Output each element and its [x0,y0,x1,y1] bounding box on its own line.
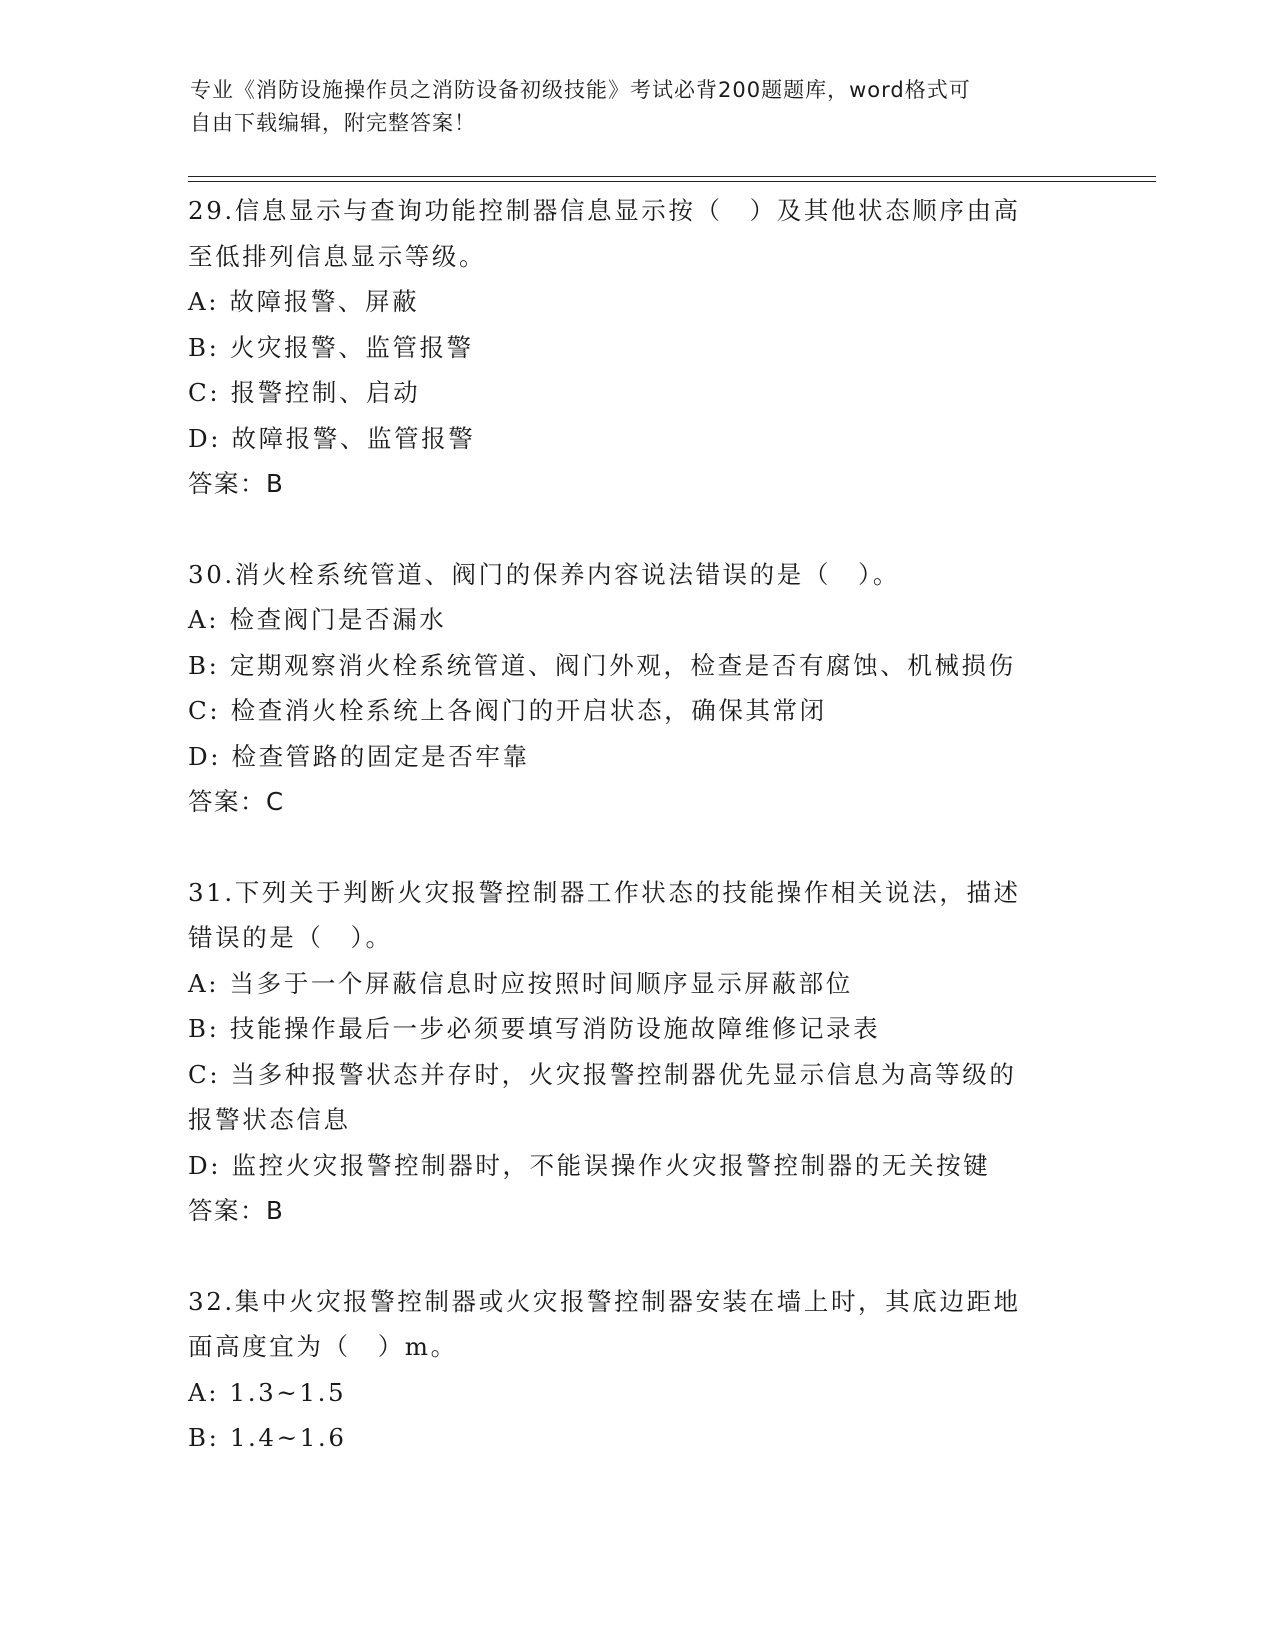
question-option: D: 故障报警、监管报警 [188,423,476,453]
question-stem: 30.消火栓系统管道、阀门的保养内容说法错误的是（ ）。 [188,559,901,589]
header-line-1: 专业《消防设施操作员之消防设备初级技能》考试必背200题题库，word格式可 [190,78,971,102]
question-option: A: 当多于一个屏蔽信息时应按照时间顺序显示屏蔽部位 [188,968,853,998]
question-option: A: 1.3~1.5 [188,1377,347,1407]
question-option: C: 检查消火栓系统上各阀门的开启状态，确保其常闭 [188,696,827,725]
question-item [188,870,1088,1234]
question-item [188,1279,1088,1461]
question-item [188,552,1088,825]
answer-line: 答案：B [188,1196,285,1225]
question-list [188,188,1088,1506]
answer-line: 答案：B [188,469,285,498]
answer-line: 答案：C [188,787,285,816]
header-divider-bottom [188,181,1156,182]
question-option: B: 定期观察消火栓系统管道、阀门外观，检查是否有腐蚀、机械损伤 [188,650,1016,680]
question-stem: 31.下列关于判断火灾报警控制器工作状态的技能操作相关说法，描述 [188,877,1021,907]
question-option: C: 当多种报警状态并存时，火灾报警控制器优先显示信息为高等级的 [188,1059,1017,1089]
question-stem: 32.集中火灾报警控制器或火灾报警控制器安装在墙上时，其底边距地 [188,1286,1021,1316]
document-header [190,74,1070,140]
question-option: 报警状态信息 [188,1105,351,1134]
question-stem: 29.信息显示与查询功能控制器信息显示按（ ）及其他状态顺序由高 [188,196,1021,225]
question-option: B: 火灾报警、监管报警 [188,332,474,362]
header-line-2: 自由下载编辑，附完整答案！ [190,111,476,135]
question-option: C: 报警控制、启动 [188,378,421,407]
question-stem: 至低排列信息显示等级。 [188,241,487,271]
question-option: A: 故障报警、屏蔽 [188,287,420,316]
question-option: D: 检查管路的固定是否牢靠 [188,741,530,771]
question-option: D: 监控火灾报警控制器时，不能误操作火灾报警控制器的无关按键 [188,1150,991,1180]
question-stem: 错误的是（ ）。 [188,923,393,952]
header-divider-top [188,176,1156,177]
question-item [188,188,1088,507]
question-stem: 面高度宜为（ ）m。 [188,1332,458,1361]
question-option: B: 1.4~1.6 [188,1423,347,1452]
question-option: B: 技能操作最后一步必须要填写消防设施故障维修记录表 [188,1014,881,1043]
question-option: A: 检查阀门是否漏水 [188,605,447,634]
